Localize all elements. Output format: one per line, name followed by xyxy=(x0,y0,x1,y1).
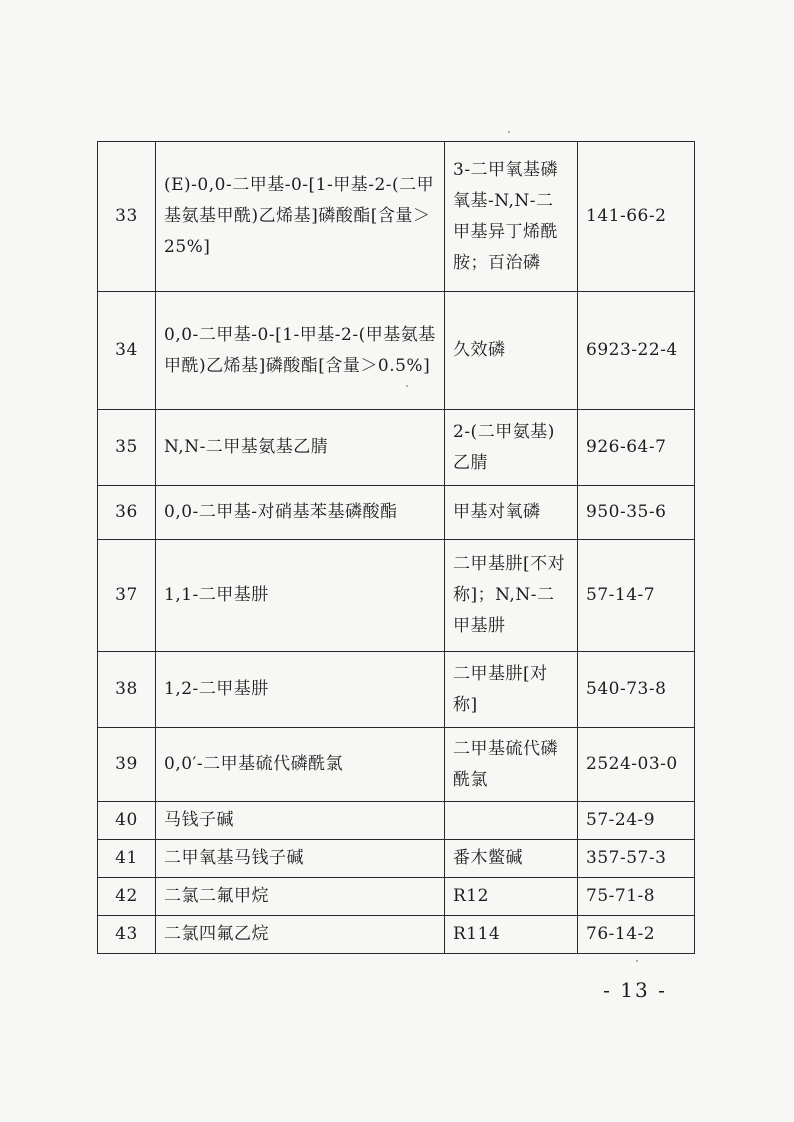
scan-speck xyxy=(508,131,510,133)
row-number: 33 xyxy=(98,142,156,292)
chemical-alias: 甲基对氧磷 xyxy=(445,486,578,540)
cas-number: 76-14-2 xyxy=(578,916,695,954)
chemical-name: N,N-二甲基氨基乙腈 xyxy=(156,410,445,486)
row-number: 40 xyxy=(98,802,156,840)
row-number: 42 xyxy=(98,878,156,916)
chemical-alias: R12 xyxy=(445,878,578,916)
table-row xyxy=(98,916,695,954)
chemical-name: 0,0-二甲基-对硝基苯基磷酸酯 xyxy=(156,486,445,540)
row-number: 34 xyxy=(98,292,156,410)
row-number: 38 xyxy=(98,652,156,728)
row-number: 43 xyxy=(98,916,156,954)
table-row xyxy=(98,840,695,878)
chemical-name: 0,0-二甲基-0-[1-甲基-2-(甲基氨基甲酰)乙烯基]磷酸酯[含量＞0.5%] xyxy=(156,292,445,410)
table-row xyxy=(98,540,695,652)
cas-number: 6923-22-4 xyxy=(578,292,695,410)
chemical-name: 0,0′-二甲基硫代磷酰氯 xyxy=(156,728,445,802)
table-row xyxy=(98,728,695,802)
row-number: 35 xyxy=(98,410,156,486)
chemical-name: 1,1-二甲基肼 xyxy=(156,540,445,652)
cas-number: 75-71-8 xyxy=(578,878,695,916)
table-row xyxy=(98,410,695,486)
chemical-alias: 二甲基肼[不对称]；N,N-二甲基肼 xyxy=(445,540,578,652)
cas-number: 2524-03-0 xyxy=(578,728,695,802)
chemical-name: 二甲氧基马钱子碱 xyxy=(156,840,445,878)
row-number: 37 xyxy=(98,540,156,652)
cas-number: 57-14-7 xyxy=(578,540,695,652)
table-row xyxy=(98,878,695,916)
chemical-alias: 二甲基硫代磷酰氯 xyxy=(445,728,578,802)
chemical-alias: 番木鳖碱 xyxy=(445,840,578,878)
row-number: 41 xyxy=(98,840,156,878)
cas-number: 950-35-6 xyxy=(578,486,695,540)
table-row xyxy=(98,652,695,728)
cas-number: 357-57-3 xyxy=(578,840,695,878)
chemical-table xyxy=(97,141,695,954)
row-number: 39 xyxy=(98,728,156,802)
chemical-alias: 二甲基肼[对称] xyxy=(445,652,578,728)
scan-speck xyxy=(636,960,638,962)
cas-number: 141-66-2 xyxy=(578,142,695,292)
chemical-name: 马钱子碱 xyxy=(156,802,445,840)
chemical-name: (E)-0,0-二甲基-0-[1-甲基-2-(二甲基氨基甲酰)乙烯基]磷酸酯[含量＞25%] xyxy=(156,142,445,292)
page-number: - 13 - xyxy=(603,978,667,1002)
chemical-alias: 3-二甲氧基磷氧基-N,N-二甲基异丁烯酰胺；百治磷 xyxy=(445,142,578,292)
chemical-alias: 2-(二甲氨基)乙腈 xyxy=(445,410,578,486)
chemical-alias: 久效磷 xyxy=(445,292,578,410)
cas-number: 540-73-8 xyxy=(578,652,695,728)
table-row xyxy=(98,292,695,410)
chemical-table-body xyxy=(98,142,695,954)
cas-number: 57-24-9 xyxy=(578,802,695,840)
chemical-name: 1,2-二甲基肼 xyxy=(156,652,445,728)
chemical-name: 二氯四氟乙烷 xyxy=(156,916,445,954)
chemical-alias: R114 xyxy=(445,916,578,954)
row-number: 36 xyxy=(98,486,156,540)
scan-speck xyxy=(406,385,408,387)
cas-number: 926-64-7 xyxy=(578,410,695,486)
table-row xyxy=(98,802,695,840)
table-row xyxy=(98,142,695,292)
chemical-name: 二氯二氟甲烷 xyxy=(156,878,445,916)
table-row xyxy=(98,486,695,540)
chemical-alias xyxy=(445,802,578,840)
